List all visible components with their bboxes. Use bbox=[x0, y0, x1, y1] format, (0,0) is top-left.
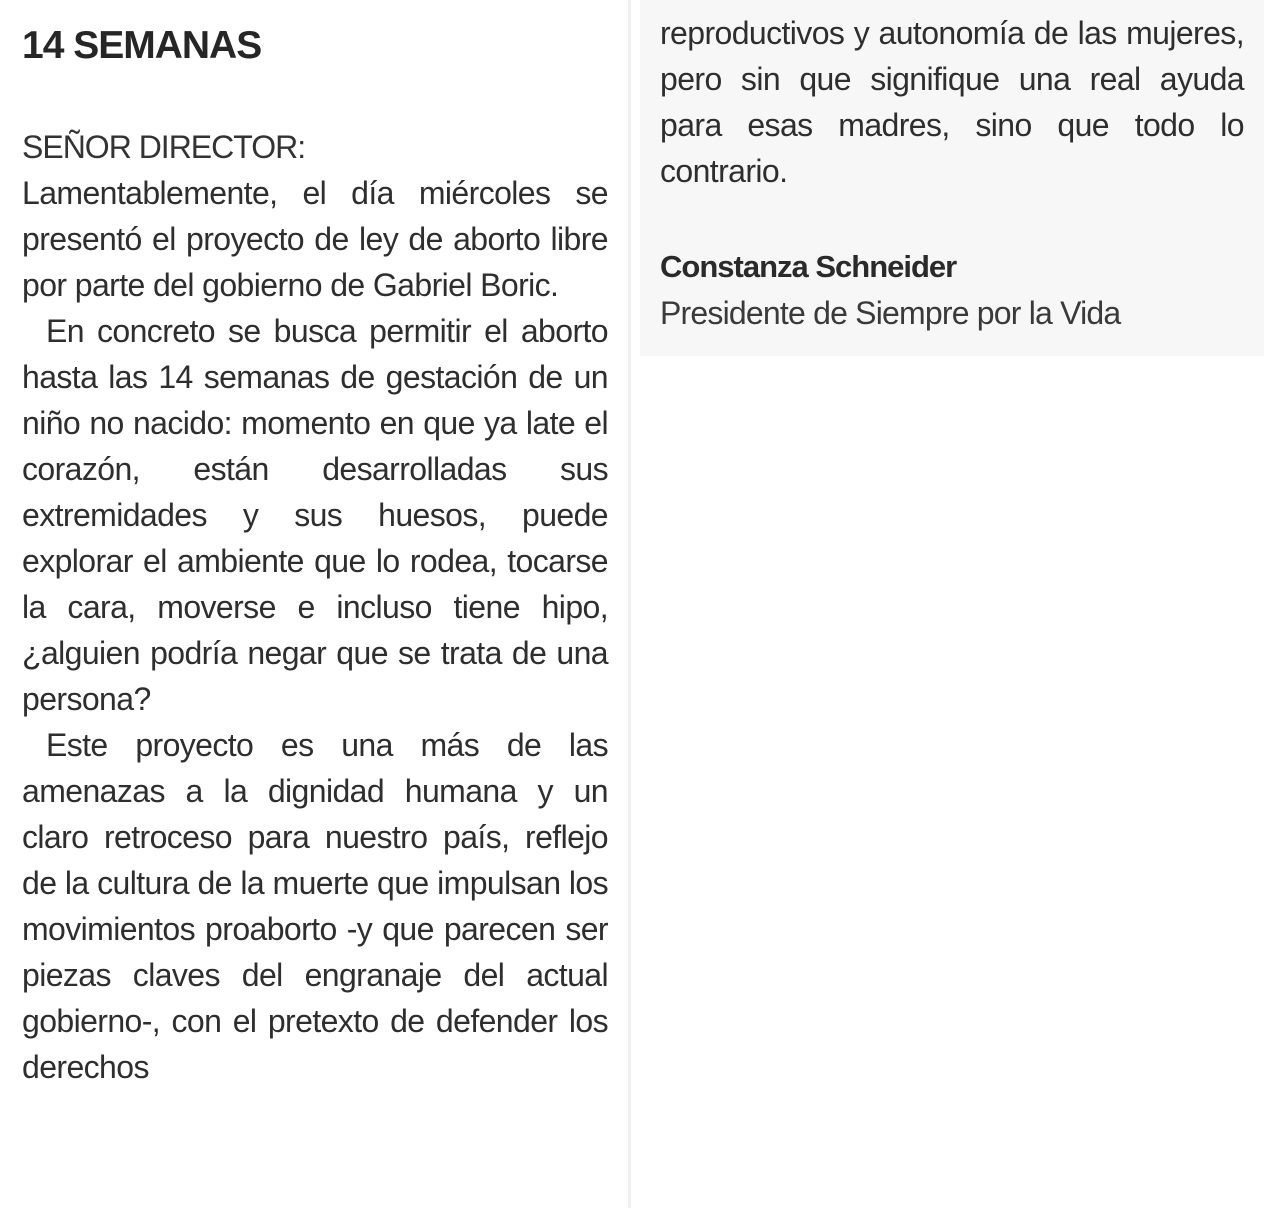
signature-name: Constanza Schneider bbox=[660, 249, 957, 284]
letter-headline: 14 SEMANAS bbox=[22, 24, 262, 67]
signature-role: Presidente de Siempre por la Vida bbox=[660, 295, 1121, 331]
letter-salutation: SEÑOR DIRECTOR: bbox=[22, 129, 306, 165]
paragraph-3: Este proyecto es una más de las amenazas a la dignidad humana y un claro retroceso para nuestro país, reflejo de la cultura de la muerte que impulsan los movimientos proaborto -y que parecen ser piezas claves del engranaje del actual gobierno-, con el pretexto de defender los derechos bbox=[22, 727, 608, 1085]
letter-body bbox=[22, 170, 608, 1090]
paragraph-1: Lamentablemente, el día miércoles se presentó el proyecto de ley de aborto libre por parte del gobierno de Gabriel Boric. bbox=[22, 175, 608, 303]
paragraph-continuation: reproductivos y autonomía de las mujeres, pero sin que signifique una real ayuda para esas madres, sino que todo lo contrario. bbox=[660, 15, 1244, 189]
paragraph-2: En concreto se busca permitir el aborto hasta las 14 semanas de gestación de un niño no nacido: momento en que ya late el corazón, están desarrolladas sus extremidades y sus huesos, puede explorar el ambiente que lo rodea, tocarse la cara, moverse e incluso tiene hipo, ¿alguien podría negar que se trata de una persona? bbox=[22, 313, 608, 717]
column-divider bbox=[628, 0, 631, 1208]
letter-continuation bbox=[660, 10, 1244, 194]
left-column bbox=[0, 0, 628, 1208]
